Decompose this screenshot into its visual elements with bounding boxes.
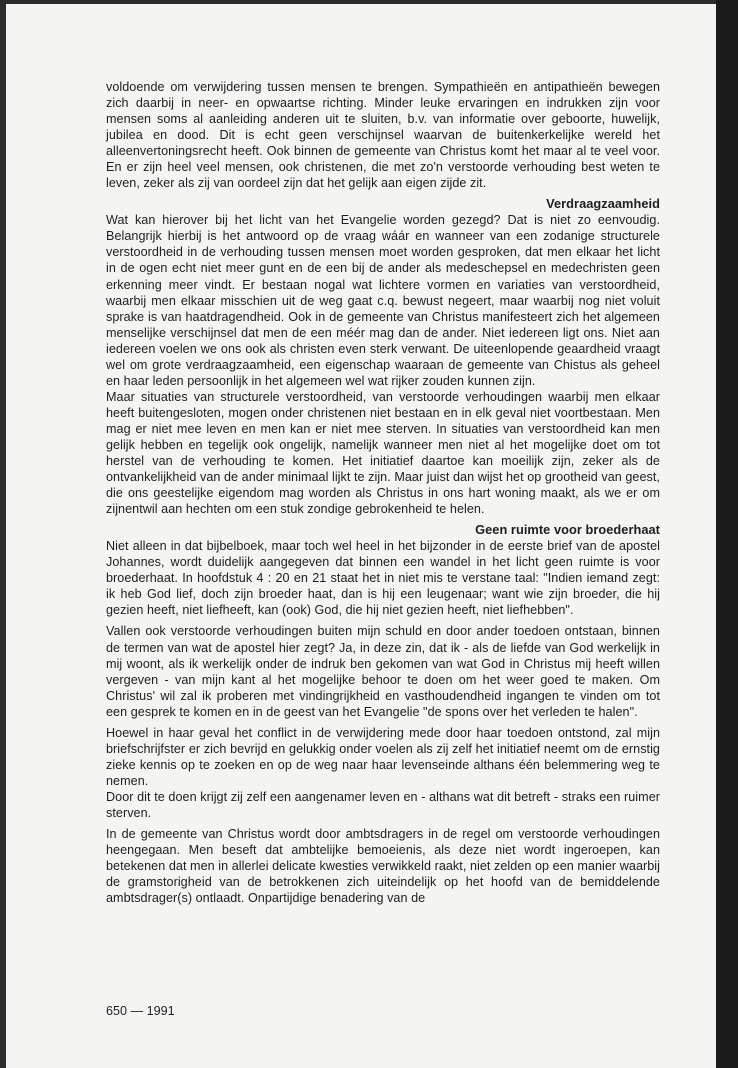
heading-verdraagzaamheid: Verdraagzaamheid <box>546 196 660 212</box>
heading-geen-ruimte-voor-broederhaat: Geen ruimte voor broederhaat <box>475 522 660 538</box>
scan-edge <box>716 0 738 1068</box>
paragraph: Niet alleen in dat bijbelboek, maar toch wel heel in het bijzonder in de eerste brief van de apostel Johannes, wordt duidelijk aangegeven dat binnen een wandel in het licht geen ruimte is voor broederhaat. In hoofdstuk 4 : 20 en 21 staat het in niet mis te verstane taal: "Indien iemand zegt: ik heb God lief, doch zijn broeder haat, dan is hij een leugenaar; want wie zijn broeder, die hij gezien heeft, niet liefheeft, kan (ook) God, die hij niet gezien heeft, niet liefhebben". <box>106 539 660 618</box>
page-number: 650 — 1991 <box>106 1004 175 1018</box>
paragraph: Hoewel in haar geval het conflict in de verwijdering mede door haar toedoen ontstond, zal mijn briefschrijfster er zich bevrijd en gelukkig onder voelen als zij zelf het initiatief neemt om de ernstig zieke kennis op te zoeken en op de weg naar haar levenseinde althans één belemmering weg te nemen. <box>106 725 660 788</box>
paragraph: Wat kan hierover bij het licht van het Evangelie worden gezegd? Dat is niet zo eenvoudig. Belangrijk hierbij is het antwoord op de vraag wáár en wanneer van een zodanige structurele verstoordheid in de verhouding tussen mensen moet worden gesproken, dat men elkaar het licht in de ogen echt niet meer gunt en de een bij de ander als medeschepsel en medechristen geen erkenning meer vindt. Er bestaan nogal wat lichtere vormen en variaties van verstoordheid, waarbij men elkaar misschien uit de weg gaat c.q. bewust negeert, maar waarbij nog niet voluit sprake is van haatdragendheid. Ook in de gemeente van Christus manifesteert zich het algemeen menselijke verschijnsel dat men de een méér mag dan de ander. Niet iedereen ligt ons. Niet aan iedereen voelen we ons ook als christen even sterk verwant. De uiteenlopende geaardheid vraagt wel om grote verdraagzaamheid, een eigenschap waaraan de gemeente van Chistus als geheel en haar leden persoonlijk in het algemeen wel wat rijker zouden kunnen zijn. <box>106 213 660 388</box>
paragraph-intro: voldoende om verwijdering tussen mensen te brengen. Sympathieën en antipathieën bewegen zich daarbij in neer- en opwaartse richting. Minder leuke ervaringen en indrukken zijn voor mensen soms al aanleiding anderen uit te sluiten, b.v. van informatie over geboorte, huwelijk, jubilea en dood. Dit is echt geen verschijnsel waarvan de buitenkerkelijke wereld het alleenvertoningsrecht heeft. Ook binnen de gemeente van Christus komt het maar al te veel voor. En er zijn heel veel mensen, ook christenen, die met zo'n verstoorde verhouding best weten te leven, zeker als zij van oordeel zijn dat het gelijk aan eigen zijde zit. <box>106 80 660 191</box>
article-column <box>106 79 660 906</box>
paragraph: Maar situaties van structurele verstoordheid, van verstoorde verhoudingen waarbij men elkaar heeft buitengesloten, mogen onder christenen niet bestaan en in elk geval niet voortbestaan. Men mag er niet mee leven en men kan er niet mee sterven. In situaties van verstoordheid kan men gelijk hebben en tegelijk ook ongelijk, namelijk wanneer men niet al het mogelijke doet om tot herstel van de verhouding te komen. Het initiatief daartoe kan moeilijk zijn, zeker als de ontvankelijkheid van de ander minimaal lijkt te zijn. Maar juist dan wijst het op grootheid van geest, die ons geestelijke eigendom mag worden als Christus in ons hart woning maakt, als we er om zijnentwil aan hechten om een stuk zondige gebrokenheid te helen. <box>106 389 660 517</box>
document-page <box>6 4 716 1068</box>
paragraph: Vallen ook verstoorde verhoudingen buiten mijn schuld en door ander toedoen ontstaan, binnen de termen van wat de apostel hier zegt? Ja, in deze zin, dat ik - als de liefde van God werkelijk in mij woont, als ik werkelijk onder de indruk ben gekomen van wat God in Christus mij heeft willen vergeven - van mijn kant al het mogelijke behoor te doen om het weer goed te maken. Om Christus' wil zal ik proberen met vindingrijkheid en vasthoudendheid ingangen te vinden om tot een gesprek te komen en in de geest van het Evangelie "de spons over het verleden te halen". <box>106 624 660 719</box>
paragraph: Door dit te doen krijgt zij zelf een aangenamer leven en - althans wat dit betreft - straks een ruimer sterven. <box>106 789 660 820</box>
paragraph: In de gemeente van Christus wordt door ambtsdragers in de regel om verstoorde verhoudingen heengegaan. Men beseft dat ambtelijke bemoeienis, als deze niet wordt ingeroepen, kan betekenen dat men in allerlei delicate kwesties verwikkeld raakt, niet zelden op een manier waarbij de gramstorigheid van de betrokkenen zich uiteindelijk op het hoofd van de bemiddelende ambtsdrager(s) ontlaadt. Onpartijdige benadering van de <box>106 827 660 906</box>
